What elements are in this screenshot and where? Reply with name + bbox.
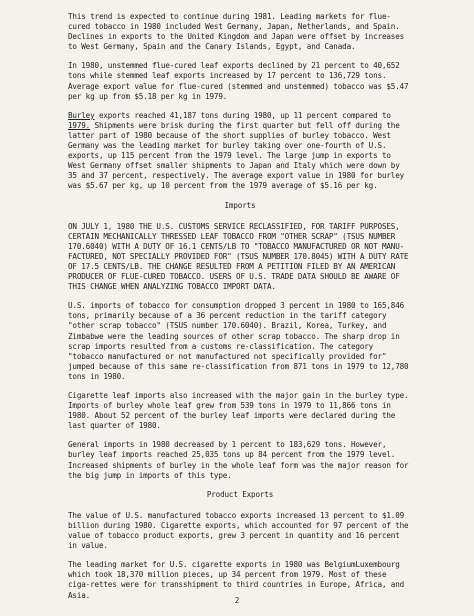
paragraph-product-exports-value: The value of U.S. manufactured tobacco exports increased 13 percent to $1.09 billion during 1980. Cigarette exports, which accounted for 97 percent of the value of tobacco product exports, grew 3 percent in quantity and 16 percent in value.	[68, 510, 409, 551]
paragraph-cigarette-markets: The leading market for U.S. cigarette exports in 1980 was BelgiumLuxembourg which took 18,370 million pieces, up 34 percent from 1979. Most of these ciga-rettes were for transshipment to third countries in Europe, Africa, and Asia.	[68, 560, 405, 600]
burley-text-part1: exports reached 41,187 tons during 1980, up 11 percent compared to	[94, 110, 391, 120]
paragraph-burley-exports	[68, 111, 412, 192]
paragraph-imports-consumption: U.S. imports of tobacco for consumption dropped 3 percent in 1980 to 165,846 tons, primarily because of a 36 percent reduction in the tariff category "other scrap tobacco" (TSUS number 170.6040). Brazil, Korea, Turkey, and Zimbabwe were the leading sources of other scrap tobacco. The sharp drop in scrap imports resulted from a customs re-classification. The category "tobacco manufactured or not manufactured not specifically provided for" jumped because of this same re-classification from 871 tons in 1979 to 12,780 tons in 1980.	[68, 301, 409, 381]
paragraph-flue-cured-trend: This trend is expected to continue during 1981. Leading markets for flue-cured tobacco in 1980 included West Germany, Japan, Netherlands, and Spain. Declines in exports to the United Kingdom and Japan were offset by increases to West Germany, Spain and the Canary Islands, Egypt, and Canada.	[68, 12, 405, 52]
paragraph-general-imports: General imports in 1980 decreased by 1 percent to 183,629 tons. However, burley leaf imports reached 25,035 tons up 84 percent from the 1979 level. Increased shipments of burley in the whole leaf form was the major reason for the big jump in imports of this type.	[68, 440, 409, 480]
paragraph-cigarette-leaf-imports: Cigarette leaf imports also increased with the major gain in the burley type. Imports of burley whole leaf grew from 539 tons in 1979 to 11,866 tons in 1980. About 52 percent of the burley leaf imports were declared during the last quarter of 1980.	[68, 391, 409, 431]
section-heading-product-exports: Product Exports	[206, 489, 274, 499]
page-number: 2	[234, 595, 240, 605]
burley-term: Burley	[68, 110, 95, 120]
paragraph-flue-cured-leaf-exports: In 1980, unstemmed flue-cured leaf exports declined by 21 percent to 40,652 tons while stemmed leaf exports increased by 17 percent to 136,729 tons. Average export value for flue-cured (stemmed and unstemmed) tobacco was $5.47 per kg up from $5.18 per kg in 1979.	[68, 61, 409, 101]
burley-year: 1979.	[68, 120, 91, 130]
burley-text-part2: Shipments were brisk during the first quarter but fell off during the latter part of 1980 because of the short supplies of burley tobacco. West Germany was the leading market for burley taking over one-fourth of U.S. exports, up 115 percent from the 1979 level. The large jump in exports to West Germany offset smaller shipments to Japan and Italy which were down by 35 and 37 percent, respectively. The average export value in 1980 for burley was $5.67 per kg, up 10 percent from the 1979 average of $5.16 per kg.	[68, 120, 405, 191]
paragraph-customs-notice: ON JULY 1, 1980 THE U.S. CUSTOMS SERVICE RECLASSIFIED, FOR TARIFF PURPOSES, CERTAIN MECHANICALLY THRESSED LEAF TOBACCO FROM "OTHER SCRAP" (TSUS NUMBER 170.6040) WITH A DUTY OF 16.1 CENTS/LB TO "TOBACCO MANUFACTURED OR NOT MANU-FACTURED, NOT SPECIALLY PROVIDED FOR" (TSUS NUMBER 170.8045) WITH A DUTY RATE OF 17.5 CENTS/LB. THE CHANGE RESULTED FROM A PETITION FILED BY AN AMERICAN PRODUCER OF FLUE-CURED TOBACCO. USERS OF U.S. TRADE DATA SHOULD BE AWARE OF THIS CHANGE WHEN ANALYZING TOBACCO IMPORT DATA.	[68, 221, 409, 292]
section-heading-imports: Imports	[224, 200, 256, 210]
